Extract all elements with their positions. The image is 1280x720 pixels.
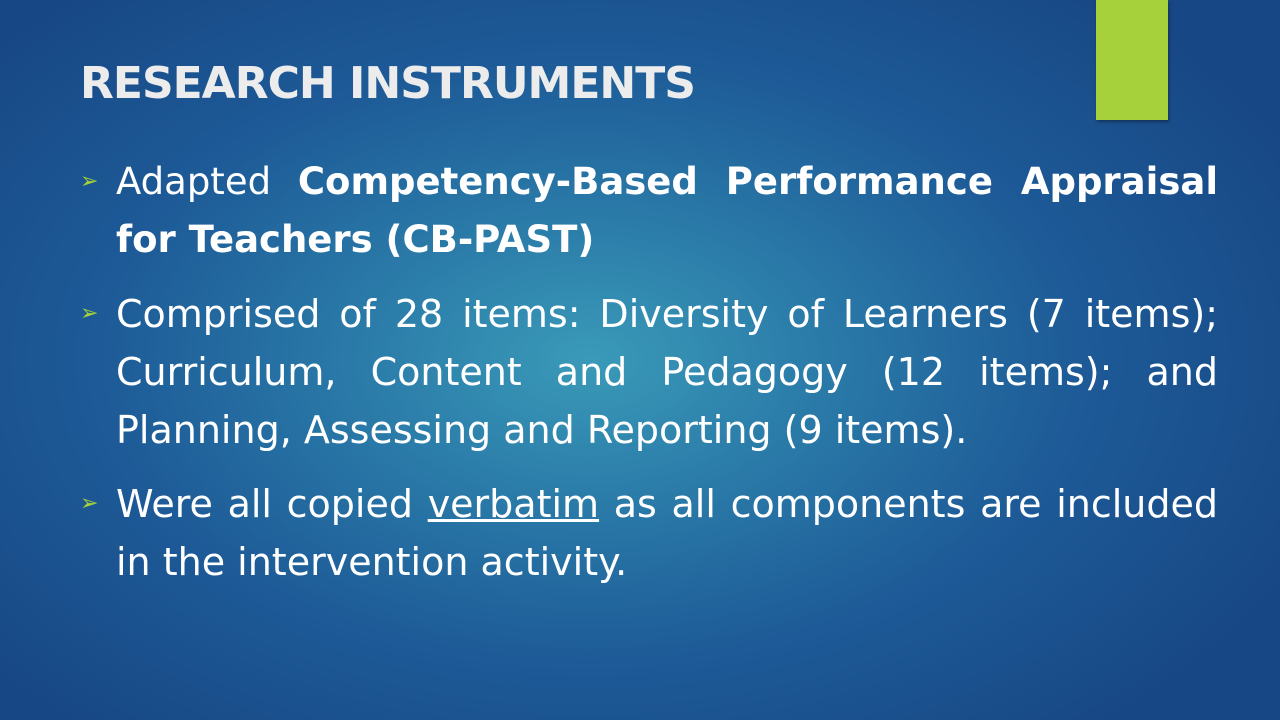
arrow-bullet-icon: ➢ — [80, 491, 99, 516]
bullet-list — [80, 153, 1218, 607]
slide-title: RESEARCH INSTRUMENTS — [80, 58, 695, 109]
bullet-text-after: as all components are included in the intervention activity. — [116, 482, 1219, 584]
bullet-item-instrument — [80, 153, 1218, 269]
bullet-text-underlined: verbatim — [427, 482, 600, 526]
bullet-item-items — [80, 285, 1218, 459]
bullet-text-bold: Competency-Based Performance Appraisal for Teachers (CB-PAST) — [116, 160, 1219, 261]
bullet-item-verbatim — [80, 475, 1218, 591]
bullet-text-before: Were all copied — [116, 482, 428, 526]
bullet-text: Comprised of 28 items: Diversity of Learners (7 items); Curriculum, Content and Pedagogy (12 items); and Planning, Assessing and Reporting (9 items). — [116, 292, 1218, 452]
bullet-text-plain: Adapted — [116, 160, 298, 203]
arrow-bullet-icon: ➢ — [80, 169, 99, 194]
accent-bar — [1096, 0, 1168, 120]
arrow-bullet-icon: ➢ — [80, 301, 99, 326]
